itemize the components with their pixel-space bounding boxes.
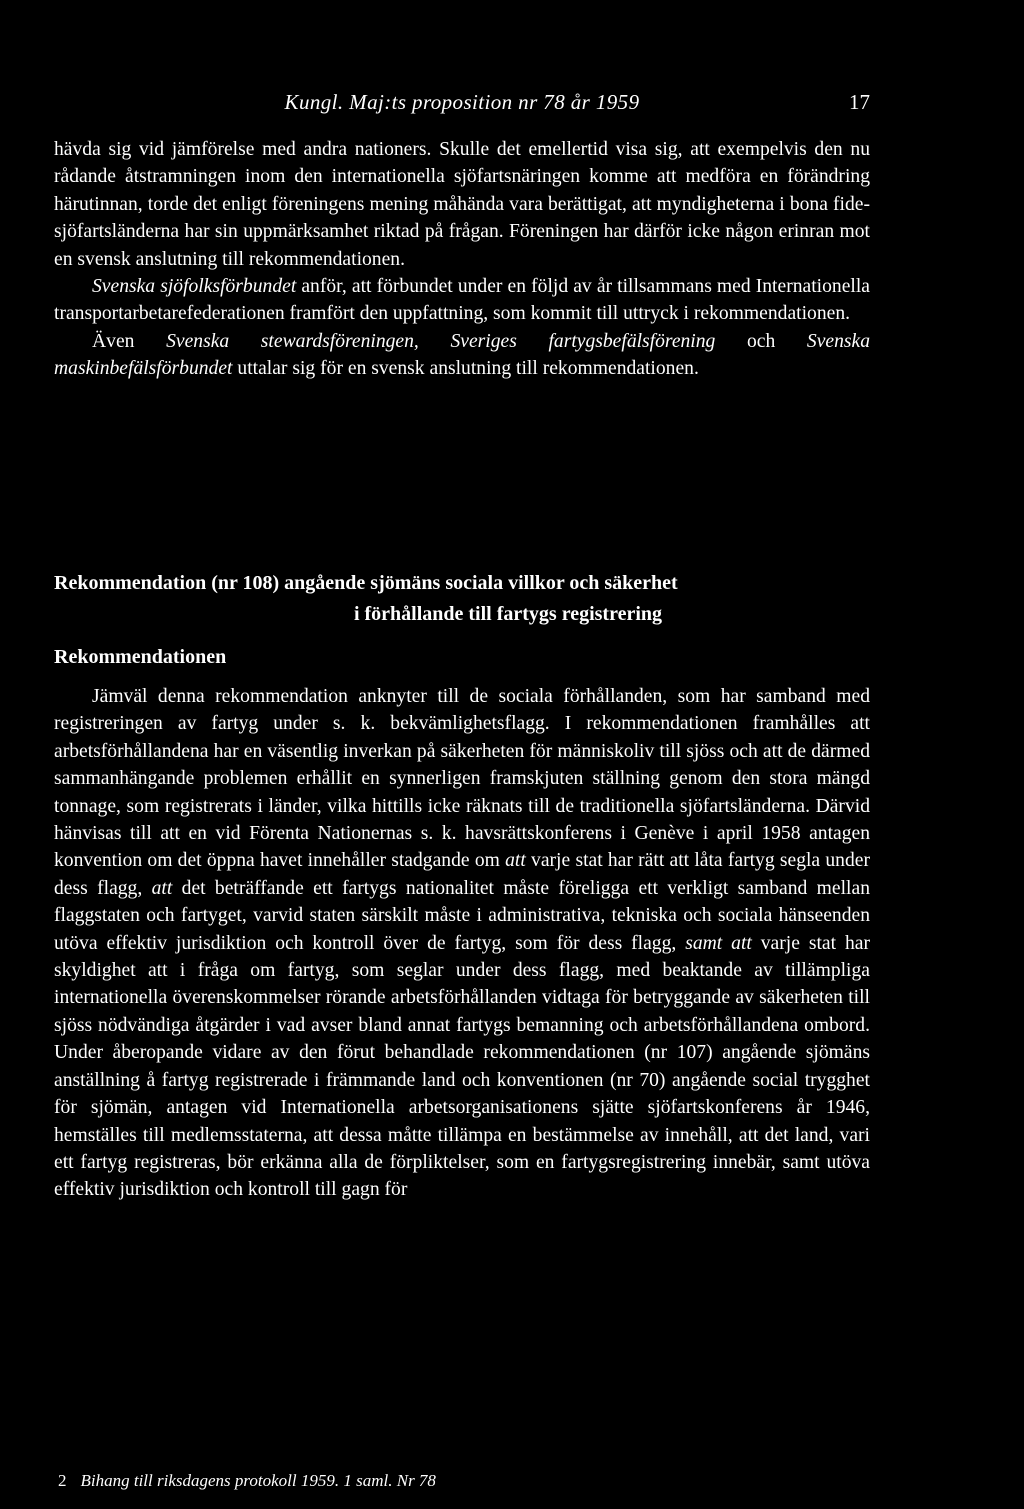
page-number: 17	[849, 90, 870, 114]
section-heading	[54, 568, 870, 630]
paragraph-3: Även Svenska stewardsföreningen, Sveriges fartygsbefälsförening och Svenska maskinbefälsförbundet uttalar sig för en svensk anslutning till rekommendationen.	[54, 330, 871, 380]
heading-line-1: Rekommendation (nr 108) angående sjömäns sociala villkor och säkerhet	[54, 572, 678, 594]
running-title: Kungl. Maj:ts proposition nr 78 år 1959	[284, 90, 640, 114]
subheading: Rekommendationen	[54, 646, 227, 668]
org-name: Svenska sjöfolksförbundet	[92, 276, 297, 298]
org-names: Svenska stewardsföreningen, Sveriges fartygsbefälsförening	[166, 330, 716, 352]
heading-line-2: i förhållande till fartygs registrering	[353, 603, 663, 625]
section-recommendation	[54, 683, 870, 1204]
footnote-text: Bihang till riksdagens protokoll 1959. 1 saml. Nr 78	[80, 1471, 436, 1490]
footnote	[54, 1471, 870, 1491]
paragraph-4: Jämväl denna rekommendation anknyter till de sociala förhållanden, som har samband med registreringen av fartyg under s. k. bekvämlighetsflagg. I rekommendationen framhålles att arbetsförhållandena har en väsentlig inverkan på säkerheten för människoliv till sjöss och att de därmed sammanhängande problemen erhållit en synnerligen framskjuten ställning genom den stora mängd tonnage, som registrerats i länder, vilka hittills icke räknats till de traditionella sjöfartsländerna. Därvid hänvisas till att en vid Förenta Nationernas s. k. havsrättskonferens i Genève i april 1958 antagen konvention om det öppna havet innehåller stadgande om att varje stat har rätt att låta fartyg segla under dess flagg, att det beträffande ett fartygs nationalitet måste föreligga ett verkligt samband mellan flaggstaten och fartyget, varvid staten särskilt måste i administrativa, tekniska och sociala hänseenden utöva effektiv jurisdiktion och kontroll över de fartyg, som för dess flagg, samt att varje stat har skyldighet att i fråga om fartyg, som seglar under dess flagg, med beaktande av tillämpliga internationella överenskommelser rörande arbetsförhållanden vidtaga för betryggande av säkerheten till sjöss nödvändiga åtgärder i vad avser bland annat fartygs bemanning och arbetsförhållandena ombord. Under åberopande vidare av den förut behandlade rekommendationen (nr 107) angående sjömäns anställning å fartyg registrerade i främmande land och konventionen (nr 70) angående social trygghet för sjömän, antagen vid Internationella arbetsorganisationens sjätte sjöfartskonferens år 1946, hemställes till medlemsstaterna, att dessa måtte tillämpa en bestämmelse av innehåll, att det land, vari ett fartyg registreras, bör erkänna alla de förpliktelser, som en fartygsregistrering innebär, samt utöva effektiv jurisdiktion och kontroll till gagn för	[54, 686, 870, 1201]
paragraph-1: hävda sig vid jämförelse med andra nationers. Skulle det emellertid visa sig, att exempelvis den nu rådande åtstramningen inom den internationella sjöfartsnäringen komme att medföra en förändring härutinnan, torde det enligt föreningens mening måhända vara berättigat, att myndigheterna i bona fide-sjöfartsländerna har sin uppmärksamhet riktad på frågan. Föreningen har därför icke någon erinran mot en svensk anslutning till rekommendationen.	[54, 139, 870, 270]
footnote-number: 2	[58, 1471, 67, 1490]
section-consultation-responses	[54, 136, 870, 383]
paragraph-2: Svenska sjöfolksförbundet anför, att förbundet under en följd av år tillsammans med Internationella transportarbetarefederationen framfört den uppfattning, som kommit till uttryck i rekommendationen.	[54, 276, 870, 325]
page-header	[54, 90, 870, 120]
org-name: Svenska maskinbefälsförbundet	[54, 330, 871, 380]
